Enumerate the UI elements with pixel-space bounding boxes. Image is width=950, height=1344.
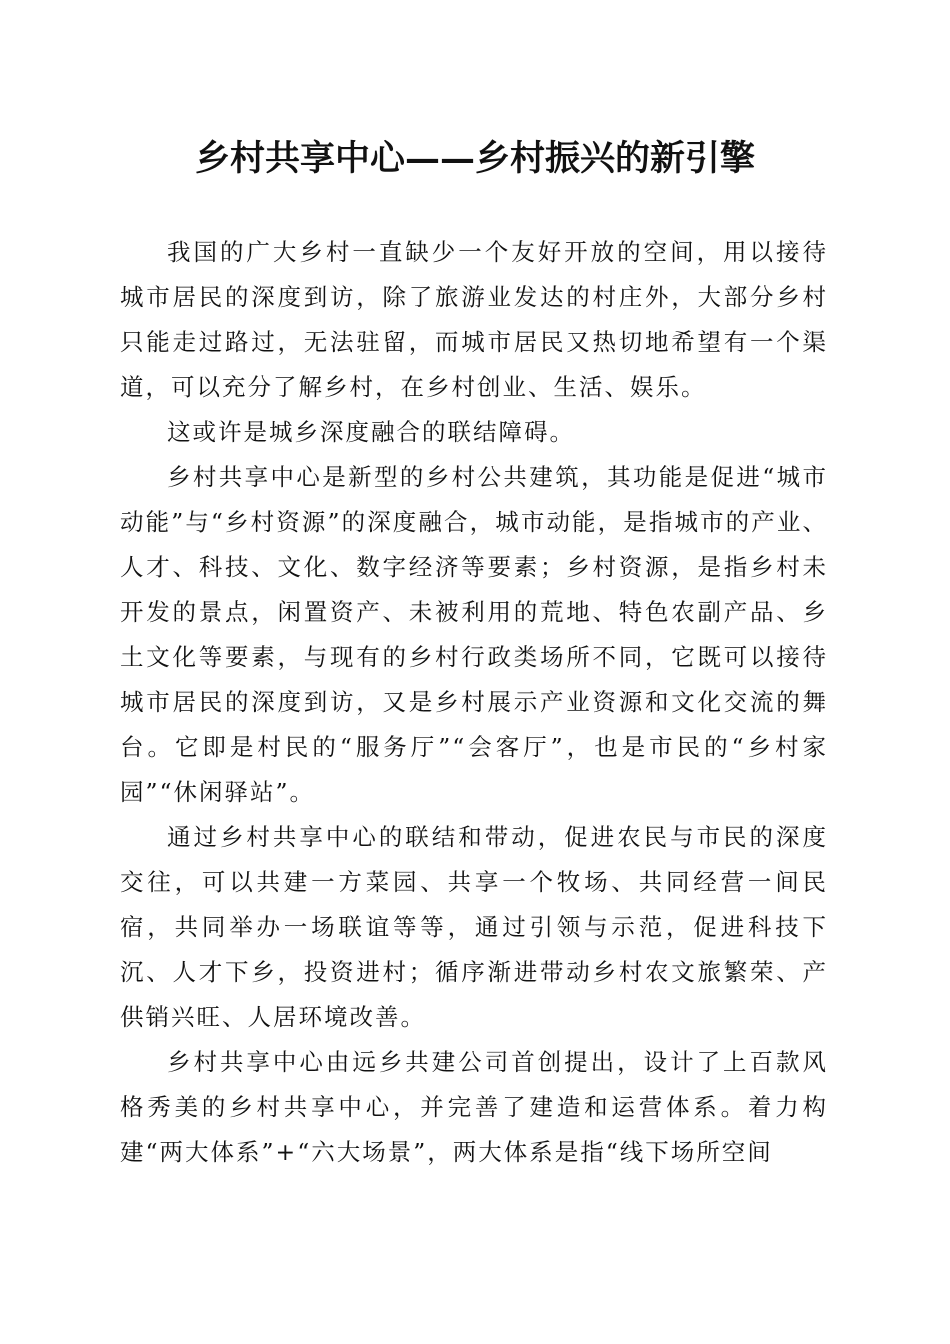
paragraph-1: 我国的广大乡村一直缺少一个友好开放的空间，用以接待城市居民的深度到访，除了旅游业发达的村庄外，大部分乡村只能走过路过，无法驻留，而城市居民又热切地希望有一个渠道，可以充分了解乡村，在乡村创业、生活、娱乐。 [120, 238, 828, 401]
paragraph-5: 乡村共享中心由远乡共建公司首创提出，设计了上百款风格秀美的乡村共享中心，并完善了建造和运营体系。着力构建“两大体系”+“六大场景”，两大体系是指“线下场所空间 [120, 1048, 828, 1166]
document-title: 乡村共享中心——乡村振兴的新引擎 [194, 138, 755, 179]
document-body [120, 230, 828, 1175]
paragraph-2: 这或许是城乡深度融合的联结障碍。 [167, 418, 575, 446]
paragraph-3: 乡村共享中心是新型的乡村公共建筑，其功能是促进“城市动能”与“乡村资源”的深度融合，城市动能，是指城市的产业、人才、科技、文化、数字经济等要素；乡村资源，是指乡村未开发的景点，闲置资产、未被利用的荒地、特色农副产品、乡土文化等要素，与现有的乡村行政类场所不同，它既可以接待城市居民的深度到访，又是乡村展示产业资源和文化交流的舞台。它即是村民的“服务厅”“会客厅”，也是市民的“乡村家园”“休闲驿站”。 [120, 463, 828, 806]
paragraph-4: 通过乡村共享中心的联结和带动，促进农民与市民的深度交往，可以共建一方菜园、共享一个牧场、共同经营一间民宿，共同举办一场联谊等等，通过引领与示范，促进科技下沉、人才下乡，投资进村；循序渐进带动乡村农文旅繁荣、产供销兴旺、人居环境改善。 [120, 823, 828, 1031]
